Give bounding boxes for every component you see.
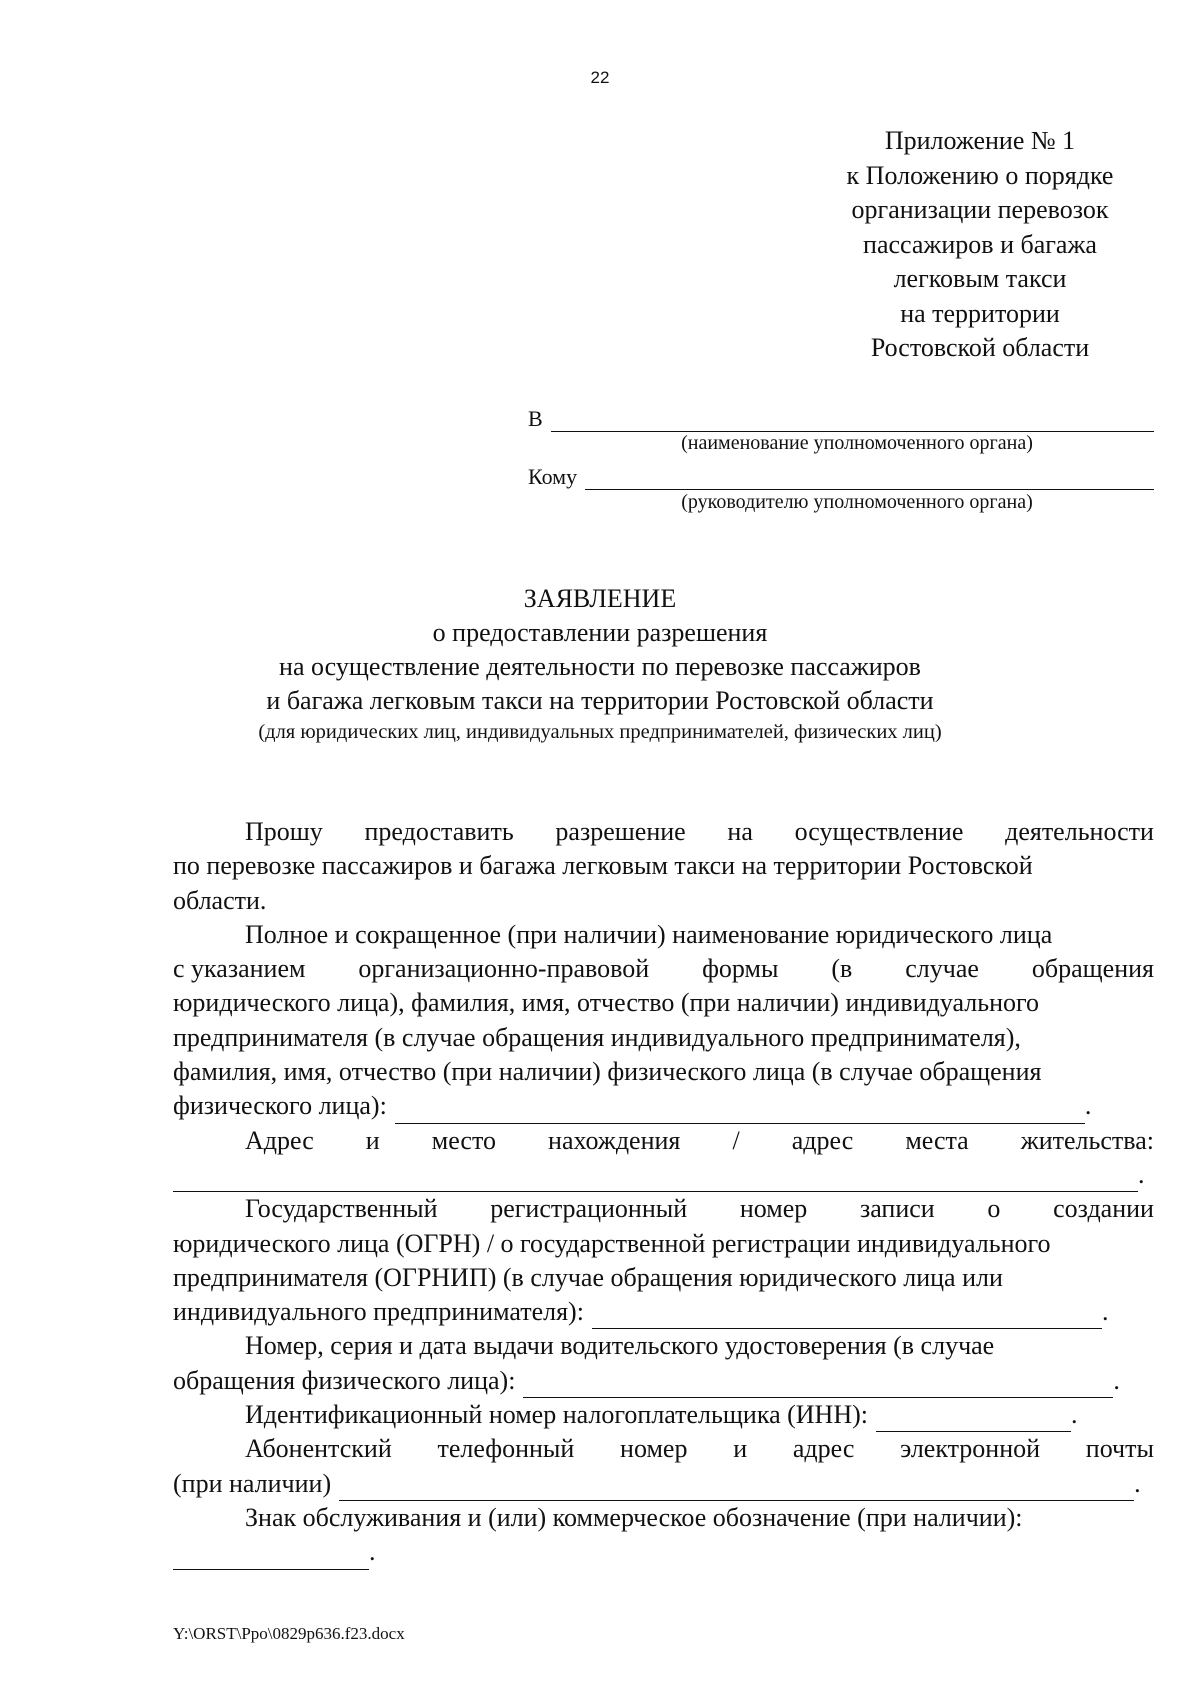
paragraph-line: с указанием организационно-правовой формы (в случае обращения (173, 954, 1154, 984)
page-number: 22 (590, 68, 610, 87)
address-row: . (173, 1158, 1154, 1192)
paragraph-line: Знак обслуживания и (или) коммерческое обозначение (при наличии): (245, 1502, 1023, 1532)
addressee-to-blank[interactable] (551, 409, 1154, 432)
addressee-whom-label: Кому (528, 464, 578, 489)
applicant-name-blank[interactable] (395, 1099, 1085, 1124)
paragraph-line: области. (173, 885, 267, 915)
addressee-whom-blank[interactable] (585, 467, 1154, 490)
title-line: и багажа легковым такси на территории Ростовской области (266, 686, 934, 715)
addressee-to-hint: (наименование уполномоченного органа) (681, 432, 1033, 454)
addressee-whom-hint: (руководителю уполномоченного органа) (681, 491, 1033, 513)
inn-row: Идентификационный номер налогоплательщика (ИНН): . (173, 1398, 1154, 1432)
appendix-line: пассажиров и багажа (863, 229, 1097, 259)
contacts-blank[interactable] (339, 1476, 1134, 1501)
driver-license-blank[interactable] (523, 1373, 1113, 1398)
appendix-line: легковым такси (893, 264, 1067, 293)
application-body (173, 815, 1154, 1570)
title-line: на осуществление деятельности по перевозке пассажиров (279, 652, 921, 681)
applicant-name-row: физического лица): . (173, 1089, 1154, 1123)
paragraph-line: юридического лица), фамилия, имя, отчество (при наличии) индивидуального (173, 988, 1040, 1018)
title-note: (для юридических лиц, индивидуальных предпринимателей, физических лиц) (258, 721, 942, 743)
ogrn-row: индивидуального предпринимателя): . (173, 1295, 1154, 1329)
paragraph-line: предпринимателя (в случае обращения индивидуального предпринимателя), (173, 1022, 1021, 1052)
addressee-to-label: В (528, 406, 543, 431)
addressee-to-row (528, 402, 1154, 432)
paragraph-line: Государственный регистрационный номер записи о создании (245, 1194, 1154, 1224)
paragraph-line: Прошу предоставить разрешение на осуществление деятельности (245, 817, 1154, 846)
paragraph-line: Адрес и место нахождения / адрес места жительства: (245, 1125, 1154, 1155)
title-heading: ЗАЯВЛЕНИЕ (523, 584, 677, 613)
addressee-whom-row (528, 460, 1154, 490)
trademark-row: . (173, 1535, 1154, 1569)
paragraph-line: Абонентский телефонный номер и адрес электронной почты (245, 1434, 1154, 1464)
appendix-line: на территории (900, 298, 1060, 328)
title-line: о предоставлении разрешения (432, 618, 768, 647)
appendix-line: Ростовской области (870, 333, 1090, 362)
ogrn-blank[interactable] (592, 1304, 1102, 1329)
inn-blank[interactable] (876, 1407, 1071, 1432)
trademark-blank[interactable] (173, 1545, 369, 1570)
appendix-line: Приложение № 1 (884, 126, 1076, 155)
address-blank[interactable] (173, 1167, 1138, 1192)
appendix-reference (790, 124, 1170, 366)
driver-license-row: обращения физического лица): . (173, 1364, 1154, 1398)
paragraph-line: юридического лица (ОГРН) / о государственной регистрации индивидуального (173, 1228, 1051, 1258)
paragraph-line: Полное и сокращенное (при наличии) наименование юридического лица (245, 919, 1053, 949)
contacts-row: (при наличии) . (173, 1467, 1154, 1501)
paragraph-line: Номер, серия и дата выдачи водительского удостоверения (в случае (245, 1331, 995, 1361)
document-title (0, 582, 1200, 746)
file-path-footer: Y:\ORST\Ppo\0829p636.f23.docx (173, 1624, 405, 1643)
paragraph-line: предпринимателя (ОГРНИП) (в случае обращения юридического лица или (173, 1262, 1003, 1292)
paragraph-line: фамилия, имя, отчество (при наличии) физического лица (в случае обращения (173, 1057, 1042, 1087)
appendix-line: организации перевозок (851, 195, 1109, 224)
paragraph-line: по перевозке пассажиров и багажа легковым такси на территории Ростовской (173, 851, 1033, 881)
appendix-line: к Положению о порядке (846, 160, 1114, 190)
